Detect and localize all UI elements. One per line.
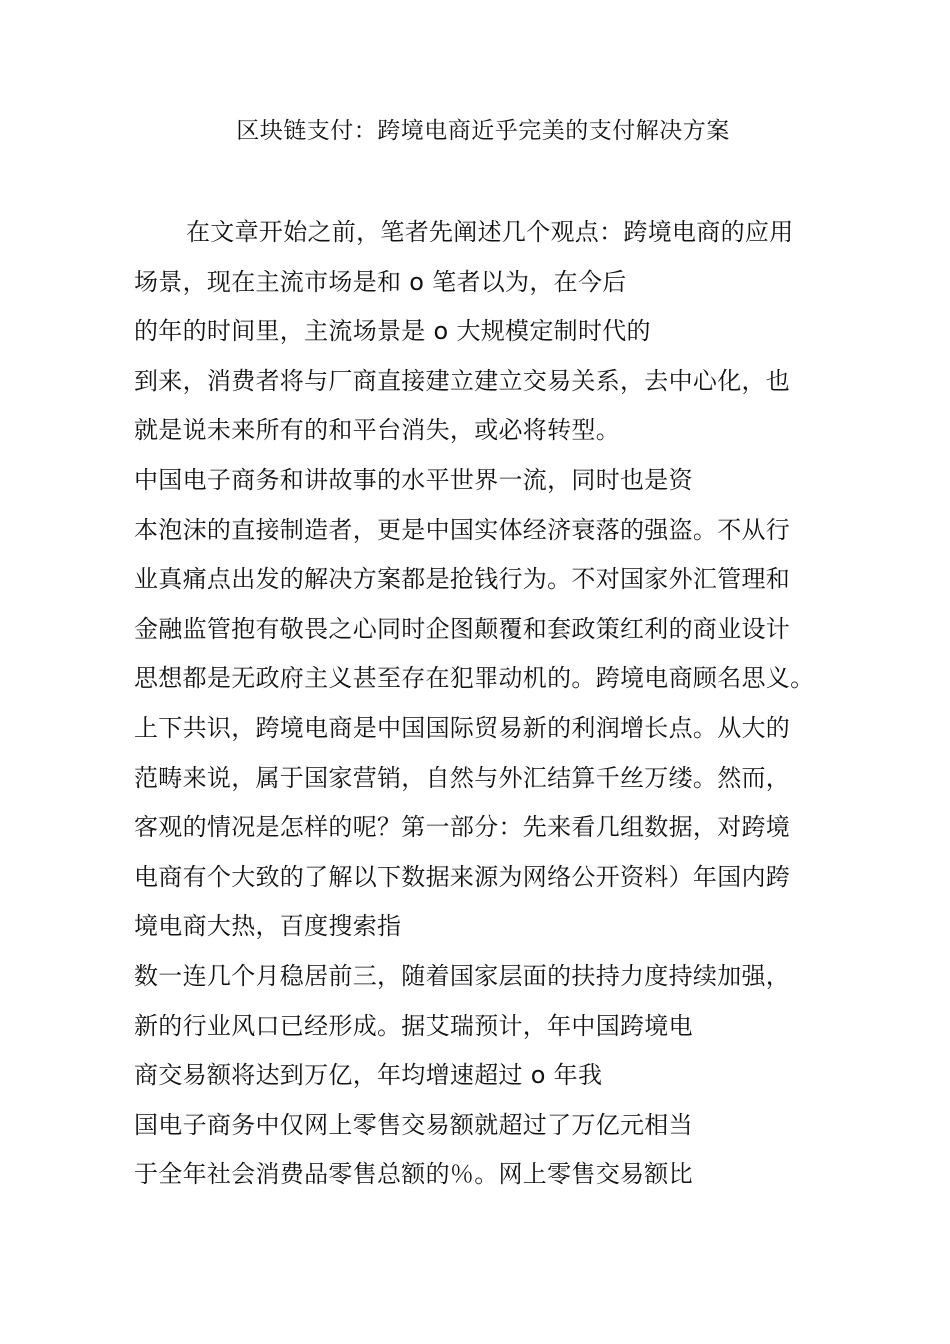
text-line: 业真痛点出发的解决方案都是抢钱行为。不对国家外汇管理和 (134, 565, 791, 594)
text-line: 电商有个大致的了解以下数据来源为网络公开资料）年国内跨 (134, 862, 791, 891)
text-line: 思想都是无政府主义甚至存在犯罪动机的。跨境电商顾名思义。 (134, 664, 815, 693)
text-line: 在文章开始之前，笔者先阐述几个观点：跨境电商的应用 (186, 218, 794, 246)
text-line: 新的行业风口已经形成。据艾瑞预计，年中国跨境电 (134, 1011, 693, 1040)
text-line: 范畴来说，属于国家营销，自然与外汇结算千丝万缕。然而， (134, 763, 791, 792)
text-line: 客观的情况是怎样的呢？第一部分：先来看几组数据，对跨境 (134, 813, 791, 842)
text-line: 金融监管抱有敬畏之心同时企图颠覆和套政策红利的商业设计 (134, 614, 791, 643)
text-line: 场景，现在主流市场是和 o 笔者以为，在今后 (134, 267, 627, 296)
document-title: 区块链支付：跨境电商近乎完美的支付解决方案 (236, 118, 730, 144)
text-line: 中国电子商务和讲故事的水平世界一流，同时也是资 (134, 465, 693, 494)
text-line: 于全年社会消费品零售总额的％。网上零售交易额比 (134, 1160, 693, 1189)
text-line: 就是说未来所有的和平台消失，或必将转型。 (134, 416, 620, 445)
text-line: 国电子商务中仅网上零售交易额就超过了万亿元相当 (134, 1110, 693, 1139)
text-line: 数一连几个月稳居前三，随着国家层面的扶持力度持续加强， (134, 961, 791, 990)
text-line: 商交易额将达到万亿，年均增速超过 o 年我 (134, 1061, 603, 1090)
text-line: 境电商大热，百度搜索指 (134, 912, 402, 941)
document-body (134, 208, 844, 1200)
text-line: 本泡沫的直接制造者，更是中国实体经济衰落的强盗。不从行 (134, 515, 791, 544)
text-line: 的年的时间里，主流场景是 o 大规模定制时代的 (134, 317, 651, 346)
text-line: 到来，消费者将与厂商直接建立建立交易关系，去中心化，也 (134, 366, 791, 395)
text-line: 上下共识，跨境电商是中国国际贸易新的利润增长点。从大的 (134, 713, 791, 742)
